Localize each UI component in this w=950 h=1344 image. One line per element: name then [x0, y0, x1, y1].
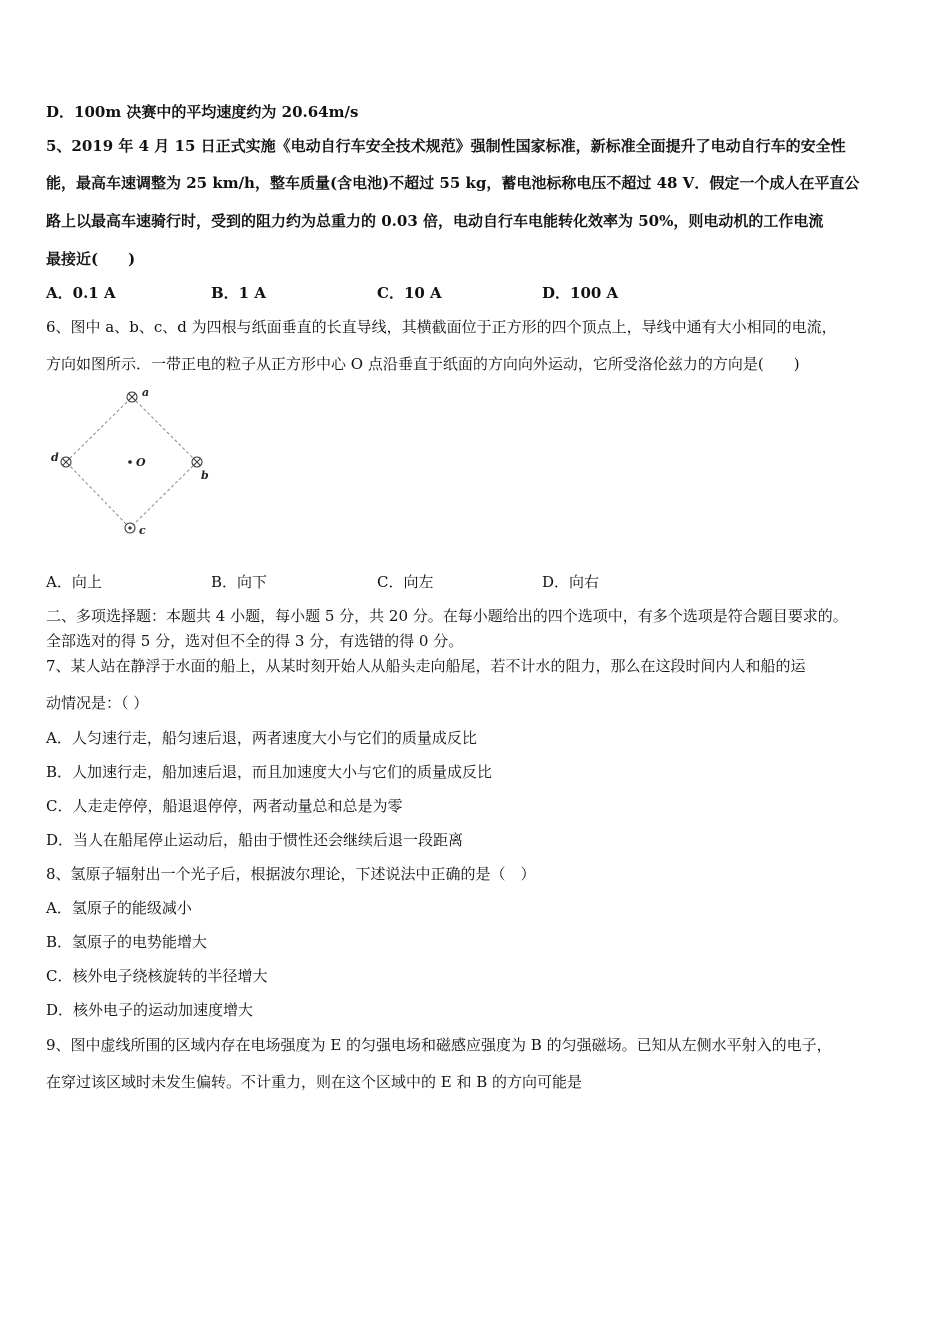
q7-option-b: B．人加速行走，船加速后退，而且加速度大小与它们的质量成反比 [46, 763, 493, 781]
q8-option-a: A．氢原子的能级减小 [46, 899, 192, 917]
label-b: b [201, 469, 209, 482]
q5-option-d: D．100 A [542, 284, 619, 302]
q7-stem-line-2: 动情况是：（ ） [46, 694, 149, 712]
q5-stem-line-2: 能，最高车速调整为 25 km/h，整车质量(含电池)不超过 55 kg，蓄电池标称电压不超过 48 V．假定一个成人在平直公 [46, 174, 860, 192]
q6-option-c: C．向左 [377, 573, 434, 591]
q9-stem-line-2: 在穿过该区域时未发生偏转。不计重力，则在这个区域中的 E 和 B 的方向可能是 [46, 1073, 583, 1091]
q9-stem-line-1: 9、图中虚线所围的区域内存在电场强度为 E 的匀强电场和磁感应强度为 B 的匀强磁场。已知从左侧水平射入的电子， [46, 1036, 832, 1054]
wire-b-cross-icon [192, 457, 202, 467]
q6-figure-square-wires [46, 388, 221, 538]
label-c: c [139, 524, 146, 537]
q8-option-b: B．氢原子的电势能增大 [46, 933, 208, 951]
q8-option-c: C．核外电子绕核旋转的半径增大 [46, 967, 268, 985]
section2-intro-line-1: 二、多项选择题：本题共 4 小题，每小题 5 分，共 20 分。在每小题给出的四个选项中，有多个选项是符合题目要求的。 [46, 607, 848, 625]
wire-d-cross-icon [61, 457, 71, 467]
center-point-o [128, 460, 132, 464]
q4-option-d [46, 102, 358, 122]
q7-option-c: C．人走走停停，船退退停停，两者动量总和总是为零 [46, 797, 403, 815]
q5-option-b: B．1 A [211, 284, 266, 302]
q6-option-b: B．向下 [211, 573, 268, 591]
q5-option-a: A．0.1 A [46, 284, 116, 302]
q5-stem-line-3: 路上以最高车速骑行时，受到的阻力约为总重力的 0.03 倍，电动自行车电能转化效率为 50%，则电动机的工作电流 [46, 212, 824, 230]
q5-stem-line-1: 5、2019 年 4 月 15 日正式实施《电动自行车安全技术规范》强制性国家标准，新标准全面提升了电动自行车的安全性 [46, 137, 846, 155]
q6-option-d: D．向右 [542, 573, 600, 591]
q7-stem-line-1: 7、某人站在静浮于水面的船上，从某时刻开始人从船头走向船尾，若不计水的阻力，那么在这段时间内人和船的运 [46, 657, 806, 675]
q6-stem-line-2: 方向如图所示．一带正电的粒子从正方形中心 O 点沿垂直于纸面的方向向外运动，它所受洛伦兹力的方向是( ) [46, 355, 800, 373]
q7-option-a: A．人匀速行走，船匀速后退，两者速度大小与它们的质量成反比 [46, 729, 477, 747]
q4-option-d-text: 100m 决赛中的平均速度约为 20.64m/s [74, 103, 359, 121]
q5-option-c: C．10 A [377, 284, 442, 302]
section2-intro-line-2: 全部选对的得 5 分，选对但不全的得 3 分，有选错的得 0 分。 [46, 632, 464, 650]
q6-option-a: A．向上 [46, 573, 102, 591]
q8-stem: 8、氢原子辐射出一个光子后，根据波尔理论，下述说法中正确的是（ ） [46, 865, 536, 883]
label-d: d [51, 451, 59, 464]
q8-option-d: D．核外电子的运动加速度增大 [46, 1001, 254, 1019]
q5-stem-line-4: 最接近( ) [46, 250, 136, 268]
label-a: a [142, 388, 150, 399]
q4-option-d-label: D． [46, 103, 75, 121]
wire-a-cross-icon [127, 392, 137, 402]
wire-c-dot-icon [125, 523, 135, 533]
q6-stem-line-1: 6、图中 a、b、c、d 为四根与纸面垂直的长直导线，其横截面位于正方形的四个顶点上，导线中通有大小相同的电流， [46, 318, 837, 336]
q7-option-d: D．当人在船尾停止运动后，船由于惯性还会继续后退一段距离 [46, 831, 464, 849]
label-o: O [136, 456, 146, 469]
